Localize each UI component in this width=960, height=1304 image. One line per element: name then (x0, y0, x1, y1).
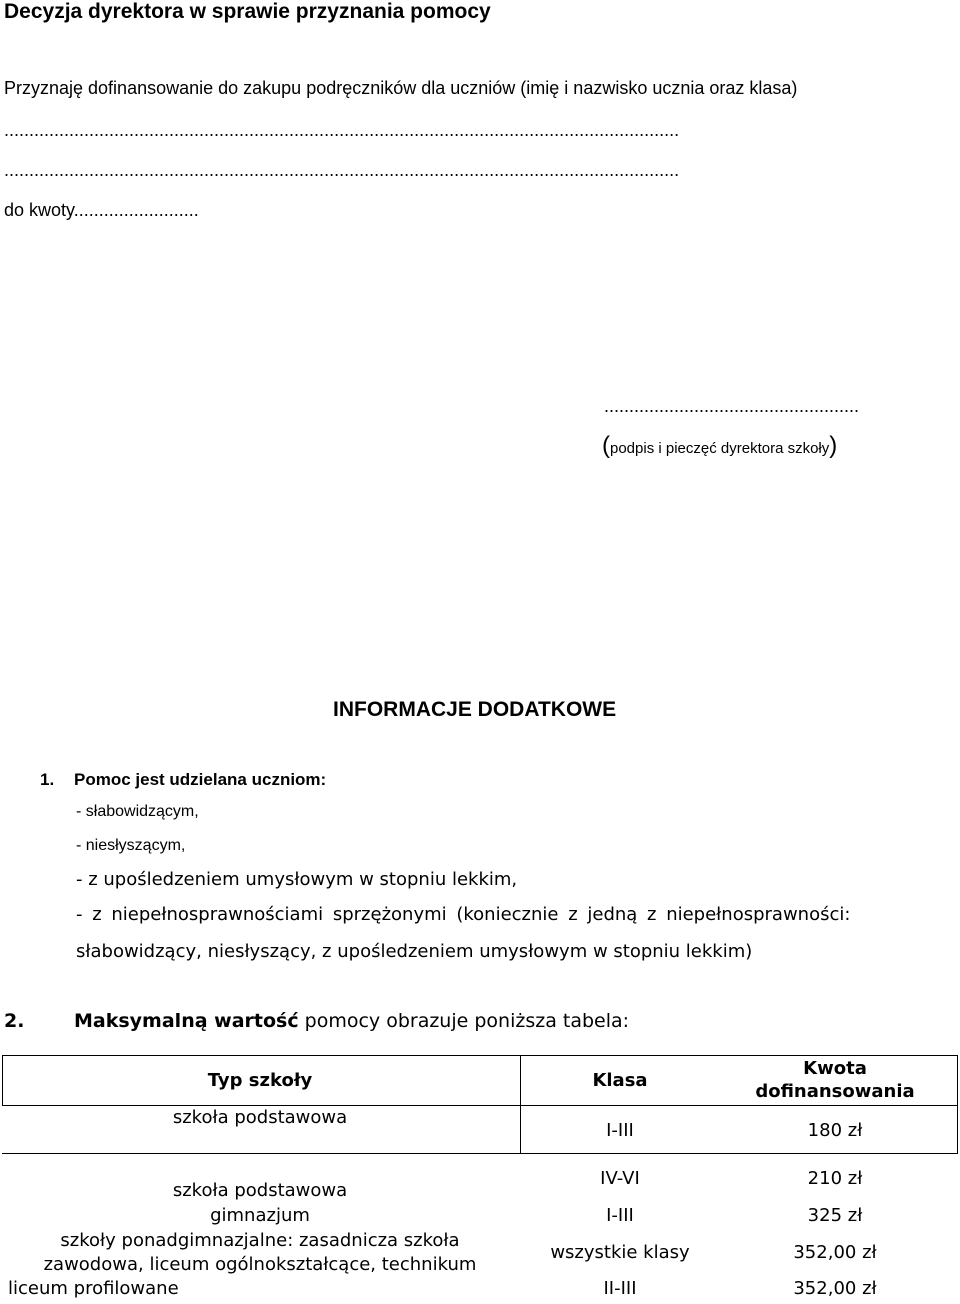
list-item: - z niepełnosprawnościami sprzężonymi (koniecznie z jedną z niepełnosprawności: (76, 904, 851, 925)
signature-caption-text: podpis i pieczęć dyrektora szkoły (610, 440, 830, 457)
row5-class: II-III (603, 1278, 637, 1299)
point-2-number: 2. (4, 1010, 25, 1032)
point-1-number: 1. (40, 770, 55, 789)
table-border (2, 1153, 958, 1154)
row4-type-line1: szkoły ponadgimnazjalne: zasadnicza szkoła (60, 1230, 460, 1251)
fill-line-1: ....................................................................................................................................... (4, 120, 680, 140)
signature-caption (602, 432, 837, 460)
header-amount-line1: Kwota (803, 1058, 867, 1079)
intro-text: Przyznaję dofinansowanie do zakupu podręczników dla uczniów (imię i nazwisko ucznia oraz klasa) (4, 78, 798, 98)
point-2 (4, 1010, 629, 1032)
point-1-text: Pomoc jest udzielana uczniom: (74, 770, 327, 789)
row4-type-line2: zawodowa, liceum ogólnokształcące, technikum (43, 1254, 477, 1275)
point-2-bold: Maksymalną wartość (74, 1010, 299, 1032)
row2-class: IV-VI (600, 1168, 640, 1189)
header-class: Klasa (592, 1070, 648, 1091)
list-item: - z upośledzeniem umysłowym w stopniu lekkim, (76, 869, 518, 890)
open-paren: ( (602, 432, 610, 459)
row3-type: gimnazjum (210, 1205, 310, 1226)
row1-amount: 180 zł (807, 1120, 863, 1141)
signature-line: ................................................... (604, 396, 860, 416)
header-type: Typ szkoły (207, 1070, 313, 1091)
list-item: - słabowidzącym, (76, 803, 199, 820)
row1-type: szkoła podstawowa (172, 1107, 348, 1128)
document-title: Decyzja dyrektora w sprawie przyznania pomocy (4, 0, 491, 23)
info-heading: INFORMACJE DODATKOWE (333, 698, 617, 721)
row3-amount: 325 zł (807, 1205, 863, 1226)
close-paren: ) (829, 432, 838, 459)
row5-type: liceum profilowane (8, 1278, 179, 1299)
row5-amount: 352,00 zł (793, 1278, 877, 1299)
list-item: - niesłyszącym, (76, 837, 186, 854)
table-border-right (957, 1055, 958, 1153)
row2-amount: 210 zł (807, 1168, 863, 1189)
row3-class: I-III (606, 1205, 634, 1226)
row1-class: I-III (606, 1120, 634, 1141)
amount-field-label: do kwoty......................... (4, 200, 199, 220)
row4-amount: 352,00 zł (793, 1242, 877, 1263)
table-border-top (2, 1055, 958, 1056)
table-border (2, 1105, 958, 1106)
row4-class: wszystkie klasy (550, 1242, 690, 1263)
header-amount-line2: dofinansowania (755, 1081, 915, 1102)
point-2-text: pomocy obrazuje poniższa tabela: (298, 1010, 630, 1032)
table-border-left (2, 1055, 3, 1105)
point-1 (40, 770, 326, 790)
list-item: słabowidzący, niesłyszący, z upośledzeniem umysłowym w stopniu lekkim) (76, 941, 753, 962)
fill-line-2: ....................................................................................................................................... (4, 160, 680, 180)
table-border-mid (520, 1055, 521, 1153)
row2-type: szkoła podstawowa (172, 1180, 348, 1201)
